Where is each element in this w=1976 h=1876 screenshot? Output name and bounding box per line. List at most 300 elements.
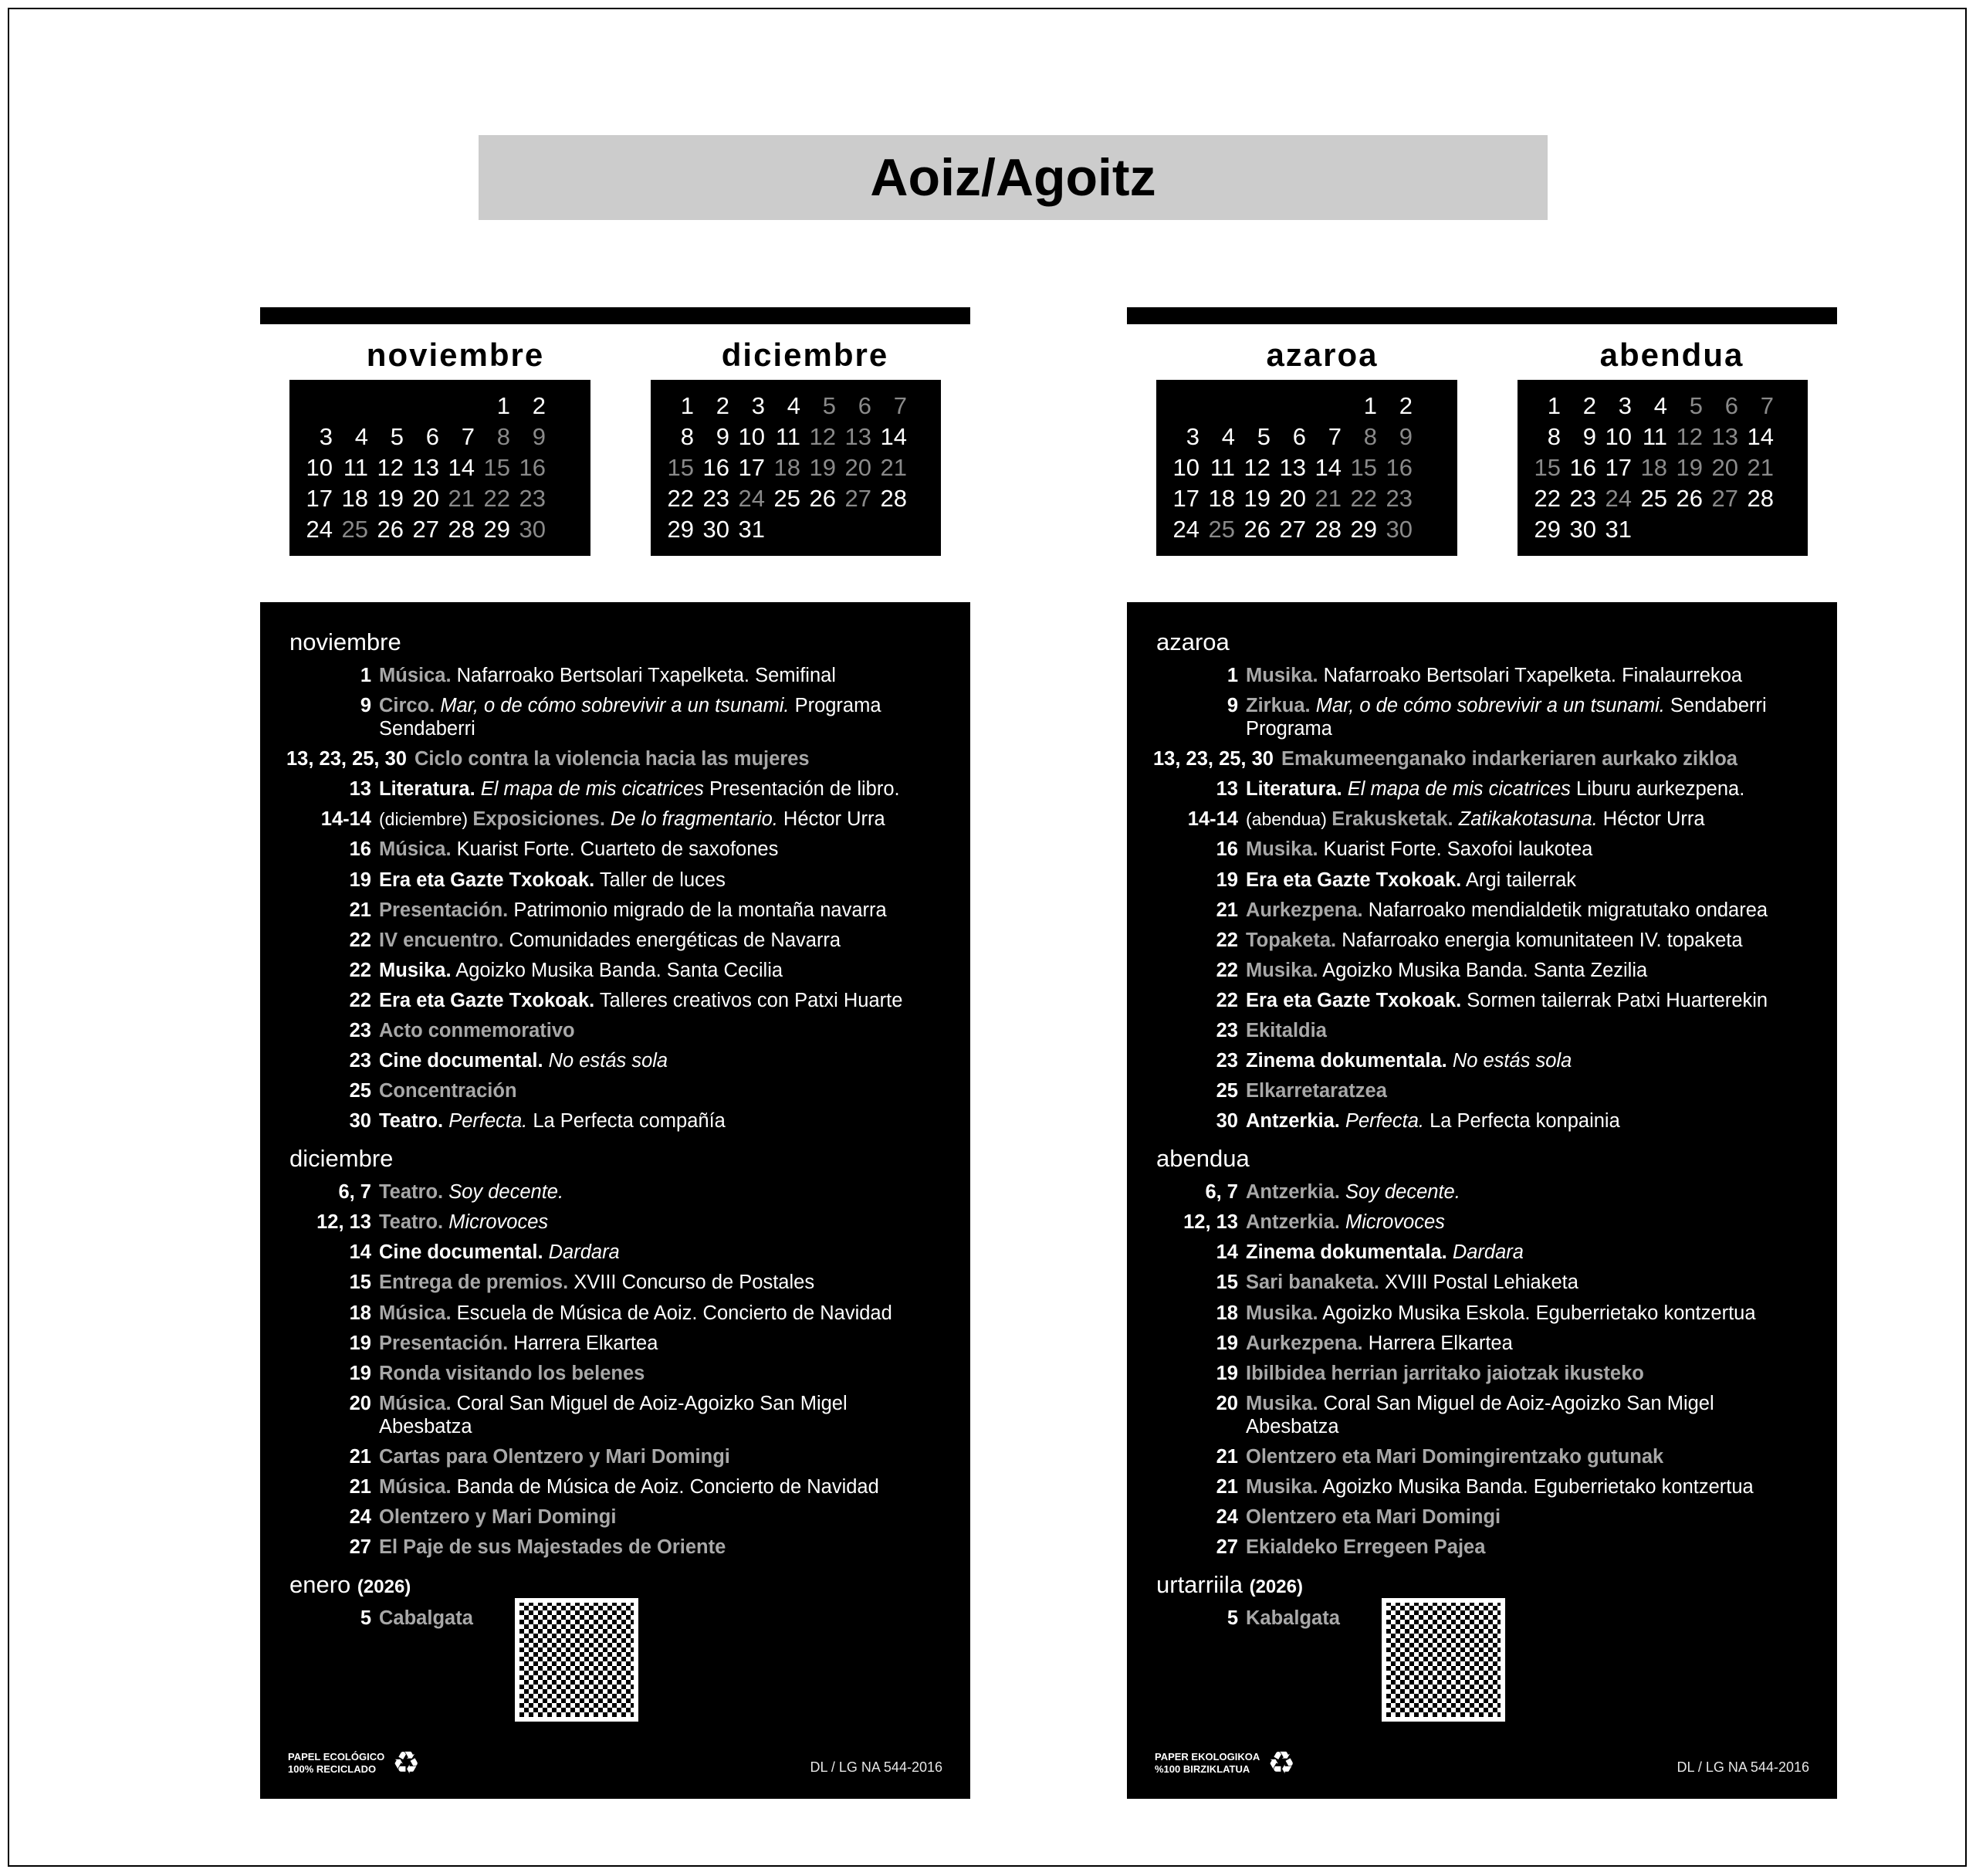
calendar-day[interactable]: 26: [1243, 516, 1271, 543]
calendar-day[interactable]: 20: [1279, 485, 1306, 512]
calendar-day[interactable]: 5: [1689, 392, 1703, 419]
event-row[interactable]: [286, 1445, 944, 1468]
event-category: Cine documental.: [379, 1050, 543, 1072]
calendar-day[interactable]: 22: [483, 485, 510, 512]
event-day: 21: [1216, 1445, 1238, 1468]
calendar-day[interactable]: 5: [390, 423, 404, 450]
event-description: La Perfecta konpainia: [1424, 1110, 1620, 1133]
calendar-day[interactable]: 27: [412, 516, 439, 543]
event-category: Zinema dokumentala.: [1246, 1050, 1447, 1072]
event-title-italic: No estás sola: [543, 1050, 668, 1072]
calendar-day[interactable]: 28: [880, 485, 907, 512]
event-row[interactable]: [1153, 1271, 1811, 1294]
event-category: Era eta Gazte Txokoak.: [379, 869, 595, 891]
calendar-day[interactable]: 10: [1172, 454, 1199, 481]
calendar-day[interactable]: 21: [880, 454, 907, 481]
event-description: Comunidades energéticas de Navarra: [503, 929, 841, 951]
event-day: 22: [1216, 989, 1238, 1011]
event-row[interactable]: [286, 1079, 944, 1102]
calendar-day[interactable]: 20: [412, 485, 439, 512]
event-category: Era eta Gazte Txokoak.: [1246, 989, 1462, 1011]
calendar-day[interactable]: 26: [809, 485, 836, 512]
calendar-day[interactable]: 10: [306, 454, 333, 481]
calendar-day[interactable]: 23: [519, 485, 546, 512]
calendar-day[interactable]: 4: [1221, 423, 1235, 450]
calendar-day[interactable]: 5: [822, 392, 836, 419]
calendar-day[interactable]: 17: [1172, 485, 1199, 512]
event-row[interactable]: [286, 664, 944, 687]
event-day: 21: [1216, 899, 1238, 921]
event-row[interactable]: [286, 1211, 944, 1234]
event-row[interactable]: [286, 1302, 944, 1325]
events-list: [1127, 602, 1837, 1652]
calendar-day[interactable]: 23: [1386, 485, 1413, 512]
calendar-day[interactable]: 7: [461, 423, 475, 450]
event-day: 22: [1216, 959, 1238, 981]
qr-code[interactable]: [515, 1598, 638, 1722]
calendar-day[interactable]: 14: [448, 454, 475, 481]
event-text: [1246, 777, 1744, 801]
event-description: Talleres creativos con Patxi Huarte: [594, 989, 903, 1011]
calendar-day[interactable]: 15: [1534, 454, 1561, 481]
calendar-day[interactable]: 12: [809, 423, 836, 450]
calendar-day[interactable]: 20: [1711, 454, 1738, 481]
calendar-day[interactable]: 2: [532, 392, 546, 419]
event-text: [1246, 1109, 1620, 1133]
calendar-day[interactable]: 1: [1547, 392, 1561, 419]
event-text: [379, 1362, 645, 1385]
calendar-day-empty: [334, 391, 368, 422]
event-row[interactable]: [1153, 1302, 1811, 1325]
event-row[interactable]: [1153, 899, 1811, 922]
event-row[interactable]: [286, 959, 944, 982]
event-text: [1246, 929, 1743, 952]
calendar-day-empty: [1237, 391, 1271, 422]
event-row[interactable]: [286, 1362, 944, 1385]
calendar-day[interactable]: 29: [1534, 516, 1561, 543]
event-row[interactable]: [286, 899, 944, 922]
calendar-day[interactable]: 13: [1279, 454, 1306, 481]
calendar-day[interactable]: 11: [1642, 423, 1667, 450]
event-text: [379, 1302, 892, 1325]
calendar-day[interactable]: 9: [1399, 423, 1413, 450]
calendar-day[interactable]: 27: [1279, 516, 1306, 543]
event-text: [1246, 838, 1592, 861]
mini-calendar: [289, 324, 621, 602]
event-category: Cabalgata: [379, 1607, 473, 1630]
event-row[interactable]: [1153, 747, 1811, 770]
calendar-day[interactable]: 6: [425, 423, 439, 450]
calendar-day[interactable]: 3: [1618, 392, 1632, 419]
event-day: 13, 23, 25, 30: [1153, 748, 1274, 770]
event-category: Literatura.: [379, 778, 475, 801]
calendar-day[interactable]: 11: [343, 454, 368, 481]
event-row[interactable]: [1153, 959, 1811, 982]
calendar-day[interactable]: 15: [667, 454, 694, 481]
calendar-day[interactable]: 25: [1208, 516, 1235, 543]
calendar-day[interactable]: 27: [1711, 485, 1738, 512]
calendar-day[interactable]: 13: [412, 454, 439, 481]
calendar-day[interactable]: 29: [667, 516, 694, 543]
event-text: [379, 1109, 726, 1133]
event-row[interactable]: [286, 777, 944, 801]
calendar-day[interactable]: 2: [1399, 392, 1413, 419]
event-row[interactable]: [1153, 929, 1811, 952]
event-row[interactable]: [1153, 1211, 1811, 1234]
event-description: Programa Sendaberri: [379, 695, 881, 740]
calendar-day[interactable]: 24: [306, 516, 333, 543]
event-row[interactable]: [286, 929, 944, 952]
event-text: [379, 989, 902, 1012]
event-note: (abendua): [1246, 809, 1332, 830]
event-category: Ekialdeko Erregeen Pajea: [1246, 1536, 1486, 1559]
mini-calendar-month-name: abendua: [1518, 329, 1826, 380]
event-category: Antzerkia.: [1246, 1211, 1340, 1234]
calendar-day[interactable]: 9: [716, 423, 729, 450]
mini-calendar-grid: [651, 380, 941, 556]
calendar-day[interactable]: 17: [738, 454, 765, 481]
legal-deposit-code: DL / LG NA 544-2016: [810, 1759, 942, 1776]
event-text: [1246, 1302, 1756, 1325]
calendar-day[interactable]: 17: [306, 485, 333, 512]
calendar-day[interactable]: 14: [1747, 423, 1774, 450]
calendar-day[interactable]: 14: [1315, 454, 1342, 481]
mini-calendar-month-name: azaroa: [1156, 329, 1488, 380]
calendar-day[interactable]: 13: [844, 423, 871, 450]
calendar-day[interactable]: 28: [448, 516, 475, 543]
event-title-italic: Microvoces: [443, 1211, 549, 1234]
calendar-day[interactable]: 13: [1711, 423, 1738, 450]
event-day: 6, 7: [1205, 1181, 1238, 1204]
calendar-day[interactable]: 30: [1386, 516, 1413, 543]
calendar-day[interactable]: 18: [773, 454, 800, 481]
recycle-line-1: PAPER EKOLOGIKOA: [1155, 1751, 1260, 1763]
calendar-day[interactable]: 2: [716, 392, 729, 419]
calendar-day[interactable]: 22: [667, 485, 694, 512]
event-category: Música.: [379, 665, 452, 686]
events-section-year: (2026): [1249, 1576, 1303, 1598]
event-text: [379, 777, 900, 801]
event-description: Agoizko Musika Banda. Eguberrietako kontzertua: [1318, 1476, 1754, 1498]
event-description: Nafarroako Bertsolari Txapelketa. Finalaurrekoa: [1318, 665, 1743, 686]
calendar-day[interactable]: 16: [519, 454, 546, 481]
calendar-day[interactable]: 6: [1724, 392, 1738, 419]
calendar-day[interactable]: 21: [1747, 454, 1774, 481]
event-row[interactable]: [286, 747, 944, 770]
event-row[interactable]: [1153, 1475, 1811, 1498]
event-description: XVIII Concurso de Postales: [568, 1272, 815, 1294]
calendar-day[interactable]: 16: [702, 454, 729, 481]
calendar-day[interactable]: 11: [775, 423, 800, 450]
event-day: 18: [349, 1302, 371, 1324]
calendar-day[interactable]: 28: [1315, 516, 1342, 543]
calendar-day[interactable]: 29: [483, 516, 510, 543]
event-day: 22: [349, 959, 371, 981]
calendar-day[interactable]: 24: [1605, 485, 1632, 512]
event-row[interactable]: [1153, 1079, 1811, 1102]
event-text: [1246, 1392, 1811, 1438]
calendar-day[interactable]: 1: [1363, 392, 1377, 419]
event-row[interactable]: [286, 838, 944, 861]
event-row[interactable]: [1153, 1392, 1811, 1438]
calendar-day[interactable]: 31: [738, 516, 765, 543]
event-row[interactable]: [1153, 1536, 1811, 1559]
event-day: 21: [349, 899, 371, 921]
event-day: 14: [349, 1241, 371, 1264]
calendar-day[interactable]: 16: [1386, 454, 1413, 481]
mini-calendar-grid: [1156, 380, 1457, 556]
event-row[interactable]: [1153, 838, 1811, 861]
event-day: 19: [1216, 1362, 1238, 1384]
calendar-day[interactable]: 30: [1569, 516, 1596, 543]
event-category: Circo.: [379, 695, 435, 717]
event-text: [379, 1475, 879, 1498]
event-day: 20: [1216, 1392, 1238, 1414]
event-row[interactable]: [286, 1536, 944, 1559]
event-row[interactable]: [286, 1271, 944, 1294]
event-category: Concentración: [379, 1080, 517, 1102]
event-text: [1246, 1362, 1644, 1385]
event-description: Presentación de libro.: [703, 778, 900, 801]
event-category: Olentzero eta Mari Domingirentzako gutunak: [1246, 1445, 1664, 1468]
calendar-day[interactable]: 8: [496, 423, 510, 450]
calendar-day[interactable]: 18: [341, 485, 368, 512]
event-row[interactable]: [1153, 869, 1811, 892]
calendar-day[interactable]: 18: [1640, 454, 1667, 481]
event-day: 25: [1216, 1080, 1238, 1102]
event-day: 19: [1216, 1332, 1238, 1354]
calendar-day[interactable]: 19: [809, 454, 836, 481]
events-section-month: abendua: [1156, 1145, 1250, 1173]
event-category: Aurkezpena.: [1246, 899, 1363, 921]
event-day: 19: [349, 1332, 371, 1354]
calendar-day[interactable]: 18: [1208, 485, 1235, 512]
event-row[interactable]: [286, 1392, 944, 1438]
event-row[interactable]: [1153, 1049, 1811, 1072]
event-category: Topaketa.: [1246, 929, 1337, 951]
event-title-italic: El mapa de mis cicatrices: [1342, 778, 1571, 801]
calendar-day[interactable]: 22: [1534, 485, 1561, 512]
calendar-day[interactable]: 9: [1582, 423, 1596, 450]
calendar-day[interactable]: 25: [341, 516, 368, 543]
event-category: Música.: [379, 1392, 452, 1414]
mini-calendar-month-name: noviembre: [289, 329, 621, 380]
calendar-day[interactable]: 3: [319, 423, 333, 450]
event-day: 30: [349, 1110, 371, 1133]
calendar-day[interactable]: 5: [1257, 423, 1271, 450]
calendar-day-empty: [299, 391, 333, 422]
calendar-day[interactable]: 21: [448, 485, 475, 512]
event-row[interactable]: [286, 989, 944, 1012]
event-text: [379, 1271, 814, 1294]
recycle-icon: ♻: [1267, 1746, 1296, 1781]
event-text: [379, 929, 841, 952]
calendar-day[interactable]: 24: [1172, 516, 1199, 543]
event-text: [379, 869, 726, 892]
calendar-day[interactable]: 6: [858, 392, 871, 419]
event-row[interactable]: [286, 1505, 944, 1529]
event-description: Liburu aurkezpena.: [1570, 778, 1745, 801]
event-row[interactable]: [286, 1019, 944, 1042]
calendar-day[interactable]: 3: [1186, 423, 1199, 450]
calendar-day[interactable]: 29: [1350, 516, 1377, 543]
calendar-day[interactable]: 25: [1640, 485, 1667, 512]
calendar-day[interactable]: 16: [1569, 454, 1596, 481]
event-row[interactable]: [1153, 1180, 1811, 1204]
events-section-title: [1156, 1145, 1811, 1173]
event-row[interactable]: [1153, 777, 1811, 801]
event-category: Acto conmemorativo: [379, 1019, 575, 1041]
event-description: Kuarist Forte. Saxofoi laukotea: [1318, 838, 1593, 861]
event-description: Banda de Música de Aoiz. Concierto de Navidad: [451, 1476, 879, 1498]
event-day: 30: [1216, 1110, 1238, 1133]
event-text: [414, 747, 810, 770]
event-row[interactable]: [1153, 989, 1811, 1012]
calendar-day[interactable]: 22: [1350, 485, 1377, 512]
calendar-day[interactable]: 12: [377, 454, 404, 481]
calendar-day[interactable]: 10: [738, 423, 765, 450]
event-title-italic: Soy decente.: [443, 1181, 564, 1204]
calendar-day[interactable]: 10: [1605, 423, 1632, 450]
calendar-day[interactable]: 19: [1243, 485, 1271, 512]
calendar-day[interactable]: 7: [1328, 423, 1342, 450]
calendar-day[interactable]: 8: [680, 423, 694, 450]
calendar-day[interactable]: 4: [1653, 392, 1667, 419]
calendar-day[interactable]: 3: [751, 392, 765, 419]
event-row[interactable]: [1153, 1019, 1811, 1042]
event-row[interactable]: [286, 1180, 944, 1204]
event-row[interactable]: [1153, 1362, 1811, 1385]
calendar-day[interactable]: 26: [1676, 485, 1703, 512]
calendar-day[interactable]: 19: [1676, 454, 1703, 481]
calendar-panel-left: [260, 307, 970, 1799]
calendar-day[interactable]: 11: [1210, 454, 1235, 481]
event-text: [379, 1607, 473, 1630]
calendar-day[interactable]: 12: [1676, 423, 1703, 450]
event-day: 19: [1216, 869, 1238, 891]
event-row[interactable]: [286, 808, 944, 831]
calendar-day[interactable]: 14: [880, 423, 907, 450]
mini-calendar-grid: [1518, 380, 1808, 556]
calendar-day[interactable]: 23: [1569, 485, 1596, 512]
event-description: Agoizko Musika Eskola. Eguberrietako kontzertua: [1318, 1302, 1756, 1324]
event-row[interactable]: [286, 1475, 944, 1498]
calendar-day[interactable]: 28: [1747, 485, 1774, 512]
event-row[interactable]: [1153, 1241, 1811, 1264]
calendar-day[interactable]: 1: [680, 392, 694, 419]
event-row[interactable]: [286, 1241, 944, 1264]
event-category: Musika.: [1246, 1392, 1318, 1414]
event-category: Presentación.: [379, 899, 509, 921]
event-text: [379, 959, 783, 982]
event-row[interactable]: [286, 694, 944, 740]
calendar-day[interactable]: 1: [496, 392, 510, 419]
calendar-day[interactable]: 31: [1605, 516, 1632, 543]
calendar-day[interactable]: 15: [483, 454, 510, 481]
calendar-day[interactable]: 8: [1547, 423, 1561, 450]
calendar-day[interactable]: 25: [773, 485, 800, 512]
calendar-day[interactable]: 19: [377, 485, 404, 512]
event-day: 16: [349, 838, 371, 861]
event-row[interactable]: [1153, 1445, 1811, 1468]
event-category: Ronda visitando los belenes: [379, 1362, 645, 1384]
event-day: 19: [349, 869, 371, 891]
calendar-day[interactable]: 9: [532, 423, 546, 450]
event-category: Cartas para Olentzero y Mari Domingi: [379, 1445, 730, 1468]
calendar-day[interactable]: 30: [519, 516, 546, 543]
calendar-day[interactable]: 27: [844, 485, 871, 512]
calendar-day[interactable]: 2: [1582, 392, 1596, 419]
calendar-day[interactable]: 7: [893, 392, 907, 419]
event-day: 9: [1227, 695, 1238, 717]
event-category: Teatro.: [379, 1181, 444, 1204]
event-row[interactable]: [1153, 664, 1811, 687]
calendar-day[interactable]: 7: [1760, 392, 1774, 419]
event-description: Argi tailerrak: [1461, 869, 1577, 891]
calendar-day[interactable]: 12: [1243, 454, 1271, 481]
mini-calendars: [1127, 324, 1837, 602]
event-title-italic: Mar, o de cómo sobrevivir a un tsunami.: [435, 695, 790, 717]
event-text: [379, 1180, 563, 1204]
calendar-day[interactable]: 8: [1363, 423, 1377, 450]
event-row[interactable]: [286, 1332, 944, 1355]
event-row[interactable]: [1153, 1332, 1811, 1355]
event-day: 22: [349, 989, 371, 1011]
event-category: Erakusketak.: [1331, 808, 1453, 831]
event-text: [379, 1019, 575, 1042]
calendar-day[interactable]: 20: [844, 454, 871, 481]
event-row[interactable]: [286, 1109, 944, 1133]
event-description: Nafarroako mendialdetik migratutako ondarea: [1362, 899, 1768, 921]
calendar-day[interactable]: 6: [1292, 423, 1306, 450]
calendar-day[interactable]: 4: [354, 423, 368, 450]
event-text: [1246, 1607, 1340, 1630]
mini-calendar: [651, 324, 959, 602]
event-row[interactable]: [1153, 808, 1811, 831]
event-day: 21: [1216, 1476, 1238, 1498]
events-section-title: [289, 628, 944, 656]
event-title-italic: Perfecta.: [443, 1110, 528, 1133]
calendar-day[interactable]: 24: [738, 485, 765, 512]
event-row[interactable]: [286, 1049, 944, 1072]
event-row[interactable]: [1153, 1109, 1811, 1133]
event-description: Agoizko Musika Banda. Santa Zezilia: [1318, 959, 1648, 981]
event-description: Harrera Elkartea: [1362, 1332, 1513, 1354]
event-row[interactable]: [1153, 1505, 1811, 1529]
calendar-day[interactable]: 4: [787, 392, 800, 419]
calendar-day[interactable]: 23: [702, 485, 729, 512]
event-day: 14: [1216, 1241, 1238, 1264]
event-text: [379, 1241, 620, 1264]
calendar-day[interactable]: 26: [377, 516, 404, 543]
events-section-month: noviembre: [289, 628, 401, 655]
calendar-day[interactable]: 15: [1350, 454, 1377, 481]
event-description: Taller de luces: [594, 869, 726, 891]
calendar-day[interactable]: 30: [702, 516, 729, 543]
event-day: 5: [1227, 1607, 1238, 1630]
event-title-italic: Perfecta.: [1339, 1110, 1425, 1133]
calendar-day-empty: [1272, 391, 1306, 422]
event-row[interactable]: [1153, 694, 1811, 740]
recycled-paper-mark: [288, 1748, 420, 1779]
event-description: Sormen tailerrak Patxi Huarterekin: [1461, 989, 1768, 1011]
event-row[interactable]: [286, 869, 944, 892]
event-note: (diciembre): [379, 809, 473, 830]
calendar-day[interactable]: 17: [1605, 454, 1632, 481]
qr-code[interactable]: [1382, 1598, 1505, 1722]
event-text: [379, 1505, 616, 1529]
calendar-day[interactable]: 21: [1315, 485, 1342, 512]
